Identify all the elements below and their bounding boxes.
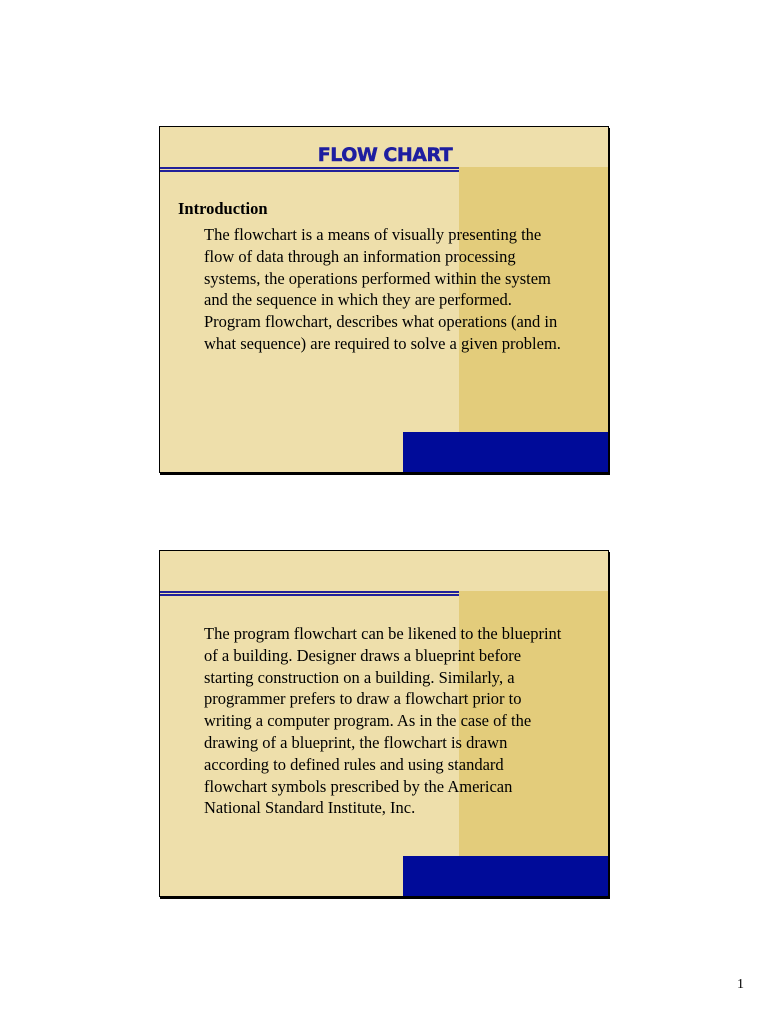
body-line: drawing of a blueprint, the flowchart is drawn xyxy=(204,732,508,752)
body-line: programmer prefers to draw a flowchart prior to xyxy=(204,689,522,709)
body-line: systems, the operations performed within the system xyxy=(204,268,551,288)
body-line: what sequence) are required to solve a given problem. xyxy=(204,333,561,353)
body-line: National Standard Institute, Inc. xyxy=(204,798,416,818)
rule-line-top xyxy=(160,167,459,169)
body-line: and the sequence in which they are performed. xyxy=(204,290,512,310)
title-underline-rule xyxy=(160,591,459,597)
rule-line-bottom xyxy=(160,170,459,172)
rule-line-bottom xyxy=(160,594,459,596)
page-number: 1 xyxy=(737,977,744,992)
body-line: according to defined rules and using standard xyxy=(204,754,504,774)
body-line: writing a computer program. As in the case of the xyxy=(204,711,532,731)
body-line: flow of data through an information processing xyxy=(204,246,516,266)
body-line: flowchart symbols prescribed by the American xyxy=(204,776,513,796)
body-line: The program flowchart can be likened to the blueprint xyxy=(204,624,562,643)
slide-1 xyxy=(159,126,609,473)
slide-2 xyxy=(159,550,609,897)
slide-corner-block xyxy=(403,432,609,472)
title-underline-rule xyxy=(160,167,459,173)
rule-line-top xyxy=(160,591,459,593)
body-line: The flowchart is a means of visually presenting the xyxy=(204,225,542,244)
body-line: Program flowchart, describes what operations (and in xyxy=(204,312,558,332)
body-line: starting construction on a building. Similarly, a xyxy=(204,667,515,687)
slide-body-text xyxy=(204,224,604,355)
body-line: of a building. Designer draws a blueprint before xyxy=(204,645,522,665)
slide-corner-block xyxy=(403,856,609,896)
slide-heading: Introduction xyxy=(178,199,268,218)
slide-title: FLOW CHART xyxy=(317,144,453,166)
slide-body-text xyxy=(204,623,604,819)
